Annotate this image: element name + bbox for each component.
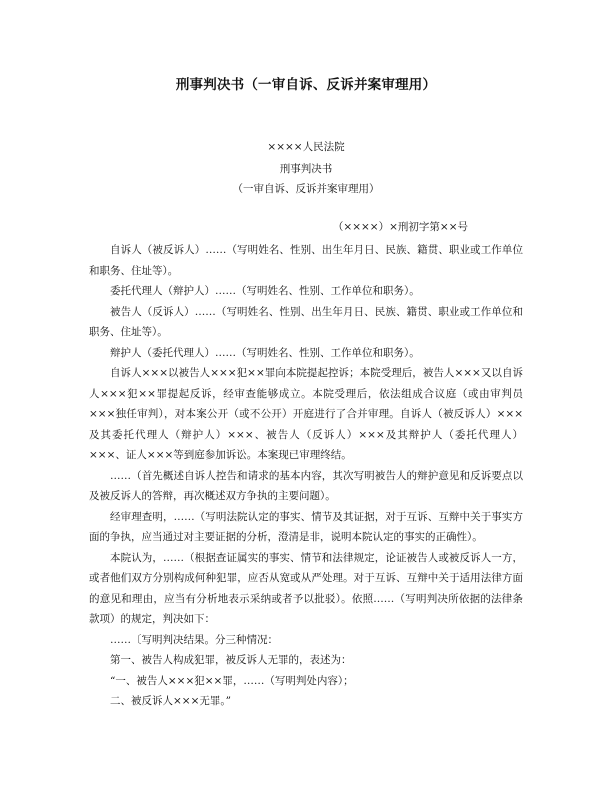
paragraph-case-procedure: 自诉人×××以被告人×××犯××罪向本院提起控诉；本院受理后，被告人×××又以自诉人×××犯××罪提起反诉，经审查能够成立。本院受理后，依法组成合议庭（或由审判员×××独任审判），对本案公开（或不公开）开庭进行了合并审理。自诉人（被反诉人）×××及其委托代理人（辩护人）×××、被告人（反诉人）×××及其辩护人（委托代理人）×××、证人×××等到庭参加诉讼。本案现已审理终结。 [89,367,523,461]
paragraph-court-opinion: 本院认为，……（根据查证属实的事实、情节和法律规定，论证被告人或被反诉人一方，或者他们双方分别构成何种犯罪，应否从宽或从严处理。对于互诉、互辩中关于适用法律方面的意见和理由，应当有分析地表示采纳或者予以批驳）。依照……（写明判决所依据的法律条款项）的规定，判决如下： [89,551,523,625]
document-body [89,240,523,712]
document-subtitle: （一审自诉、反诉并案审理用） [232,183,380,195]
document-type: 刑事判决书 [279,163,333,175]
paragraph-defender: 辩护人（委托代理人）……（写明姓名、性别、工作单位和职务）。 [110,346,420,359]
paragraph-judgment-intro: ……〔写明判决结果。分三种情况： [110,633,278,646]
court-name: ××××人民法院 [267,141,345,153]
case-number: （××××）×刑初字第××号 [332,221,468,233]
paragraph-facts-found: 经审理查明，……（写明法院认定的事实、情节及其证据，对于互诉、互辩中关于事实方面的争执，应当通过对主要证据的分析，澄清是非，说明本院认定的事实的正确性）。 [89,510,523,543]
document-title: 刑事判决书（一审自诉、反诉并案审理用） [175,77,437,93]
paragraph-prosecutor-agent: 委托代理人（辩护人）……（写明姓名、性别、工作单位和职务）。 [110,285,420,297]
paragraph-judgment-item-2: 二、被反诉人×××无罪。” [110,695,232,707]
paragraph-claims-summary: ……（首先概述自诉人控告和请求的基本内容，其次写明被告人的辩护意见和反诉要点以及被反诉人的答辩，再次概述双方争执的主要问题）。 [89,469,523,502]
paragraph-defendant: 被告人（反诉人）……（写明姓名、性别、出生年月日、民族、籍贯、职业或工作单位和职务、住址等）。 [89,305,523,338]
paragraph-private-prosecutor: 自诉人（被反诉人）……（写明姓名、性别、出生年月日、民族、籍贯、职业或工作单位和职务、住址等）。 [89,244,523,277]
paragraph-judgment-item-1: “一、被告人×××犯××罪，……（写明判处内容）； [110,674,354,687]
paragraph-case-one: 第一、被告人构成犯罪，被反诉人无罪的，表述为： [110,654,352,666]
